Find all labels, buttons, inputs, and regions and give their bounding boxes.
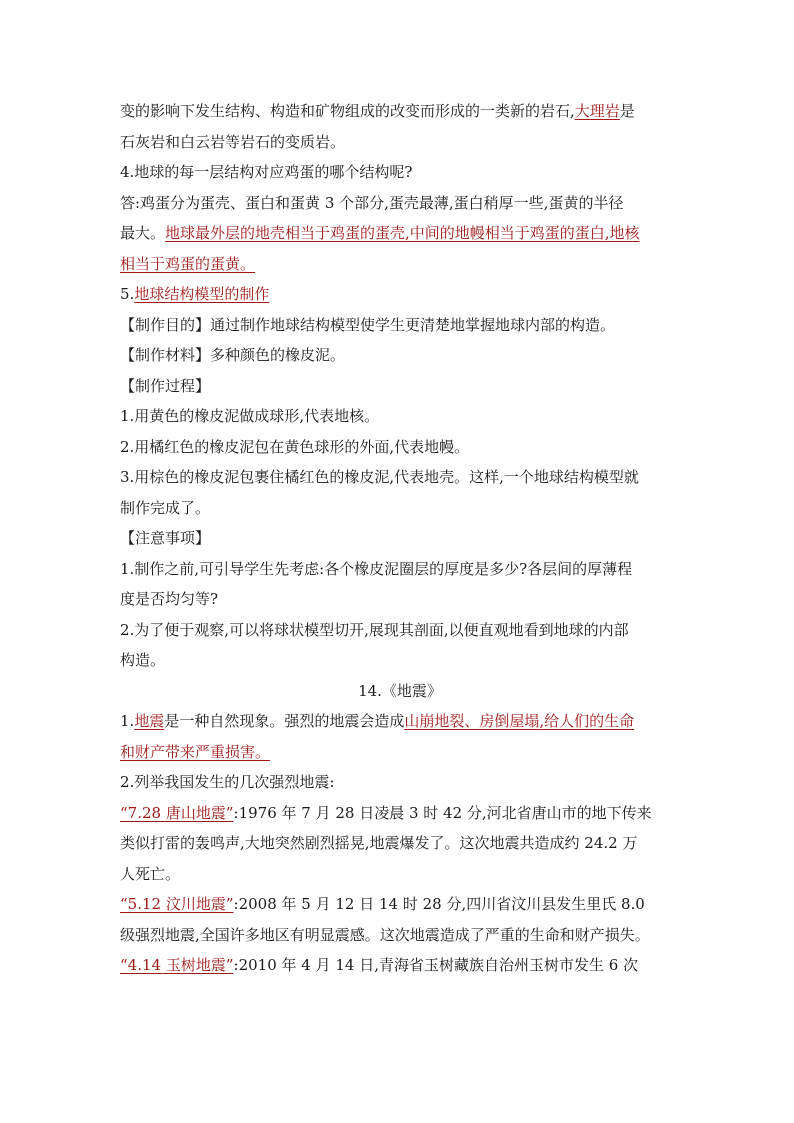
text-segment: 是一种自然现象。强烈的地震会造成: [164, 712, 405, 730]
text-segment: 类似打雷的轰鸣声,大地突然剧烈摇晃,地震爆发了。这次地震共造成约 24.2 万: [120, 834, 638, 852]
text-segment: 构造。: [120, 651, 166, 669]
text-line: [120, 828, 680, 859]
text-segment: 1.用黄色的橡皮泥做成球形,代表地核。: [120, 407, 380, 425]
question-4: [120, 157, 680, 188]
text-segment: 2.列举我国发生的几次强烈地震:: [120, 773, 335, 791]
text-segment: 【制作材料】多种颜色的橡皮泥。: [120, 346, 346, 364]
text-segment: 【制作目的】通过制作地球结构模型使学生更清楚地掌握地球内部的构造。: [120, 315, 616, 334]
section-5-title: [120, 279, 680, 310]
text-segment: 最大。: [120, 224, 166, 242]
text-segment: 1.制作之前,可引导学生先考虑:各个橡皮泥圈层的厚度是多少?各层间的厚薄程: [120, 559, 633, 578]
text-line: [120, 340, 680, 371]
text-segment: 度是否均匀等?: [120, 590, 219, 608]
chapter-title: [120, 676, 680, 707]
text-segment: 答:鸡蛋分为蛋壳、蛋白和蛋黄 3 个部分,蛋壳最薄,蛋白稍厚一些,蛋黄的半径: [120, 193, 624, 212]
text-line: [120, 584, 680, 615]
text-line: [120, 401, 680, 432]
text-line: [120, 462, 680, 493]
text-segment: 制作完成了。: [120, 498, 211, 517]
text-segment: 【注意事项】: [120, 529, 211, 547]
answer-line: [120, 188, 680, 219]
subheading: [120, 523, 680, 554]
text-line: [120, 889, 680, 920]
highlight-yushu: “4.14 玉树地震”: [120, 956, 234, 974]
text-segment: 2.为了便于观察,可以将球状模型切开,展现其剖面,以便直观地看到地球的内部: [120, 620, 629, 639]
text-line: [120, 645, 680, 676]
subheading: [120, 371, 680, 402]
text-line: [120, 554, 680, 585]
text-segment: 4.地球的每一层结构对应鸡蛋的哪个结构呢?: [120, 163, 413, 181]
highlight-earthquake: 地震: [134, 712, 165, 730]
text-segment: :2010 年 4 月 14 日,青海省玉树藏族自治州玉树市发生 6 次: [233, 956, 639, 974]
text-line: [120, 615, 680, 646]
text-segment: :1976 年 7 月 28 日凌晨 3 时 42 分,河北省唐山市的地下传来: [233, 803, 652, 822]
highlight-damage: 和财产带来严重损害。: [120, 742, 271, 761]
answer-line: [120, 249, 680, 280]
text-line: [120, 310, 680, 341]
text-line: [120, 950, 680, 981]
text-segment: 2.用橘红色的橡皮泥包在黄色球形的外面,代表地幔。: [120, 437, 470, 456]
text-segment: 1.: [120, 712, 135, 730]
document-body: [120, 96, 680, 981]
text-line: [120, 96, 680, 127]
text-segment: 14.《地震》: [358, 681, 442, 700]
highlight-wenchuan: “5.12 汶川地震”: [120, 895, 234, 913]
highlight-damage: 山崩地裂、房倒屋塌,给人们的生命: [404, 712, 635, 730]
text-line: [120, 737, 680, 768]
text-segment: 变的影响下发生结构、构造和矿物组成的改变而形成的一类新的岩石,: [120, 102, 575, 120]
text-line: [120, 859, 680, 890]
answer-line: [120, 218, 680, 249]
text-segment: 是: [619, 102, 635, 120]
text-segment: 5.: [120, 285, 135, 303]
text-segment: 人死亡。: [120, 864, 181, 883]
highlight-model-title: 地球结构模型的制作: [134, 285, 270, 303]
highlight-answer: 相当于鸡蛋的蛋黄。: [120, 254, 256, 273]
text-line: [120, 798, 680, 829]
text-line: [120, 767, 680, 798]
text-line: [120, 432, 680, 463]
text-segment: 级强烈地震,全国许多地区有明显震感。这次地震造成了严重的生命和财产损失。: [120, 925, 650, 944]
text-segment: 【制作过程】: [120, 376, 211, 395]
text-segment: 3.用棕色的橡皮泥包裹住橘红色的橡皮泥,代表地壳。这样,一个地球结构模型就: [120, 468, 639, 486]
highlight-answer: 地球最外层的地壳相当于鸡蛋的蛋壳,中间的地幔相当于鸡蛋的蛋白,地核: [165, 224, 640, 242]
text-segment: 石灰岩和白云岩等岩石的变质岩。: [120, 132, 346, 151]
text-line: [120, 127, 680, 158]
text-segment: :2008 年 5 月 12 日 14 时 28 分,四川省汶川县发生里氏 8.0: [233, 895, 645, 913]
highlight-tangshan: “7.28 唐山地震”: [120, 803, 234, 822]
text-line: [120, 493, 680, 524]
text-line: [120, 706, 680, 737]
text-line: [120, 920, 680, 951]
highlight-marble: 大理岩: [574, 102, 620, 120]
